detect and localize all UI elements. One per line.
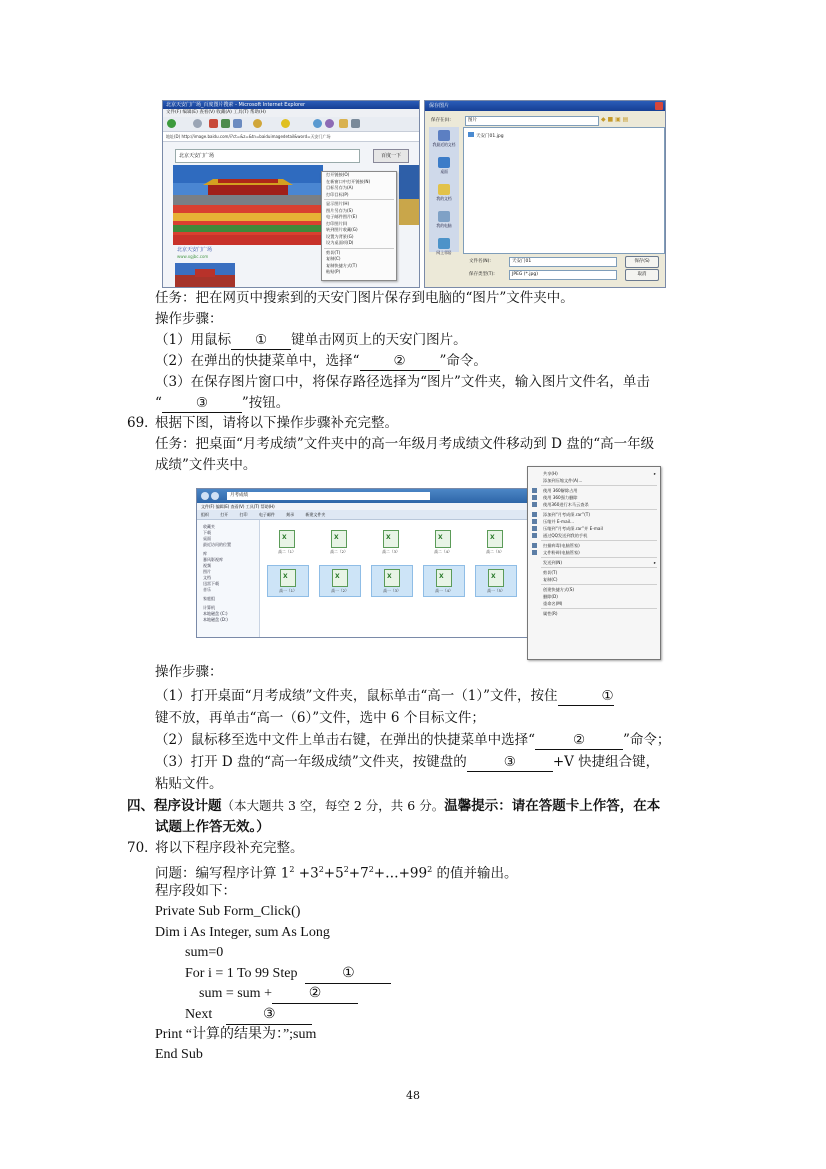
code-line-6: Next ③ [185,1006,312,1025]
explorer-path: 月考成绩 [227,492,430,500]
explorer-nav [197,520,260,637]
menu-separator [541,584,657,585]
place-desktop: 桌面 [429,157,459,181]
nav-item: 音乐 [203,587,211,592]
q69-intro: 根据下图，请将以下操作步骤补充完整。 [155,415,398,431]
file-item [423,527,463,557]
menu-separator [324,248,394,249]
browser-title: 北京天安门广场_百度图片搜索 - Microsoft Internet Explorer [163,101,419,109]
filetype-label: 保存类型(T): [469,272,495,277]
task68-task: 任务：把在网页中搜索到的天安门图片保存到电脑的“图片”文件夹中。 [155,290,574,306]
menu-item-icon [532,526,537,531]
context-menu-item [528,518,660,525]
menu-item-icon [532,543,537,548]
task68-step2: （2）在弹出的快捷菜单中，选择“ ② ”命令。 [155,353,487,369]
q69-step3-cont: 粘贴文件。 [155,776,223,792]
dialog-title-text: 保存图片 [429,103,450,109]
menu-item-label: 剪切(T) [543,570,558,575]
context-menu-item: 目标另存为(A) [326,185,354,190]
file-name: 高二（4） [434,549,452,554]
code-line-8: End Sub [155,1047,203,1062]
places-bar [429,127,459,255]
save-button: 保存(S) [625,256,659,268]
search-button: 百度一下 [373,149,409,163]
close-icon [655,102,663,110]
file-name: 高二（2） [330,549,348,554]
section4-title: 四、程序设计题（本大题共 3 空，每空 2 分，共 6 分。温馨提示：请在答题卡上作答，在本 [127,798,661,814]
menu-item-label: 文件粉碎(电脑管家) [543,550,580,555]
excel-file-icon [384,569,400,587]
context-menu-item: 转到图片收藏(G) [326,227,358,232]
explorer-toolbar: 组织 打开 打印 电子邮件 刻录 新建文件夹 [197,510,531,520]
menu-item-icon [532,495,537,500]
q70-intro: 将以下程序段补充完整。 [155,840,304,856]
task68-steps-label: 操作步骤： [155,311,223,327]
context-menu-item: 在新窗口中打开链接(N) [326,178,371,184]
search-input: 北京天安门广场 [175,149,360,163]
q70-problem: 问题：编写程序计算 $1^2$ $+3^2+5^2+7^2+\dots+99^2$ 的值并输出。 [155,865,518,882]
photo-caption: 北京天安门广场 [177,247,213,253]
excel-file-icon [279,530,295,548]
home-icon [233,119,242,128]
nav-item: 本地磁盘 (C:) [203,611,228,616]
nav-item: 下载 [203,530,211,535]
mail-icon [339,119,348,128]
explorer-titlebar [197,489,531,503]
context-menu-item: 复制(C) [326,256,341,261]
nav-item: 视频 [203,563,211,568]
back-icon [167,119,176,128]
menu-item-label: 共享(H) [543,471,558,476]
submenu-arrow-icon: ▸ [653,471,656,476]
answer-blank-2: ② [360,352,440,371]
menu-separator [324,199,394,200]
place-computer: 我的电脑 [429,211,459,235]
stop-icon [209,119,218,128]
context-menu-item: 粘贴(P) [326,269,341,274]
photo-caption-site: www.xgjbc.com [177,254,209,259]
filename-field: 天安门01 [509,257,617,267]
network-icon [438,238,450,249]
menu-item-label: 重命名(M) [543,601,563,606]
file-name: 高二（5） [486,549,504,554]
q69-task: 任务：把桌面“月考成绩”文件夹中的高一年级月考成绩文件移动到 D 盘的“高一年级 [155,436,655,452]
context-menu-item [528,542,660,549]
menu-item-label: 创建快捷方式(S) [543,587,575,592]
code-line-7: Print “计算的结果为：”;sum [155,1027,317,1042]
submenu-arrow-icon: ▸ [653,560,656,565]
nav-item: 桌面 [203,536,211,541]
context-menu-item [528,487,660,494]
task68-step3: （3）在保存图片窗口中，将保存路径选择为“图片”文件夹，输入图片文件名，单击 [155,374,650,390]
file-name: 高一（5） [487,588,505,593]
q69-number: 69． [127,415,158,431]
save-in-value: 图片 [468,118,477,123]
menu-item-label: 使用360进行木马云查杀 [543,502,589,507]
menu-separator [541,540,657,541]
explorer-menu: 文件(F) 编辑(E) 查看(V) 工具(T) 帮助(H) [197,503,531,510]
nav-item: 计算机 [203,605,215,610]
context-menu-item: 打印目标(P) [326,191,349,197]
excel-file-icon [435,530,451,548]
q69-step2: （2）鼠标移至选中文件上单击右键，在弹出的快捷菜单中选择“ ② ”命令； [155,732,671,748]
file-name: 高二（1） [278,549,296,554]
answer-blank-69-1: ① [558,687,614,706]
q69-steps-label: 操作步骤： [155,664,223,680]
cancel-button: 取消 [625,269,659,281]
image-file-icon [468,132,474,137]
context-menu-item [528,569,660,576]
explorer-context-menu [527,466,661,660]
context-menu-item [528,600,660,607]
answer-blank-70-1: ① [305,965,391,984]
context-menu-item: 图片另存为(S) [326,207,353,213]
nav-item: 家庭组 [203,596,215,601]
menu-item-label: 通过QQ发送到我的手机 [543,533,588,538]
menu-item-icon [532,550,537,555]
task68-step1: （1）用鼠标 ① 键单击网页上的天安门图片。 [155,332,467,348]
excel-file-icon [436,569,452,587]
nav-item: 暴风影视库 [203,557,223,562]
print-icon [351,119,360,128]
file-name: 高一（2） [331,588,349,593]
context-menu-item: 设置为背景(G) [326,233,354,239]
recent-docs-icon [438,130,450,141]
excel-file-icon [331,530,347,548]
excel-file-icon [488,569,504,587]
answer-blank-3: ③ [162,394,242,413]
context-menu-item [528,511,660,518]
context-menu-item: 电子邮件图片(E) [326,214,358,219]
file-name: 高一（1） [279,588,297,593]
context-menu-item: 复制快捷方式(T) [326,262,357,268]
menu-item-icon [532,502,537,507]
code-line-5: sum = sum + ② [199,985,358,1004]
menu-item-label: 添加到“月考成绩.rar”(T) [543,512,590,517]
task68-step3-cont: “ ③ ”按钮。 [155,395,290,411]
menu-item-label: 发送到(N) [543,560,562,565]
media-icon [313,119,322,128]
code-line-4: For i = 1 To 99 Step ① [185,965,391,984]
context-menu-item [528,532,660,539]
answer-blank-69-3: ③ [467,753,553,772]
nav-item: 文档 [203,575,211,580]
file-item [371,527,411,557]
q69-step1: （1）打开桌面“月考成绩”文件夹，鼠标单击“高一（1）”文件，按住 ① [155,688,614,704]
nav-item: 本地磁盘 (D:) [203,617,228,622]
q69-step1-cont: 键不放，再单击“高一（6）”文件，选中 6 个目标文件； [155,710,485,726]
menu-separator [541,567,657,568]
search-icon [253,119,262,128]
menu-item-label: 压缩到“月考成绩.rar”并 E-mail [543,526,603,531]
context-menu-item [528,610,660,617]
menu-item-label: 属性(R) [543,611,558,616]
menu-item-label: 添加到压缩文件(A)... [543,478,583,483]
save-in-combo [465,116,599,126]
context-menu-item [528,501,660,508]
code-line-2: Dim i As Integer, sum As Long [155,925,330,940]
file-item [423,565,465,597]
my-computer-icon [438,211,450,222]
place-recent: 我最近的文档 [429,130,459,154]
context-menu-item: 打开链接(O) [326,172,350,177]
browser-toolbar [163,117,419,132]
file-name: 高一（4） [435,588,453,593]
menu-item-label: 使用 360解除占用 [543,488,578,493]
tiananmen-photo [173,165,323,245]
file-list [463,127,665,254]
menu-item-label: 复制(C) [543,577,558,582]
favorites-icon [281,119,290,128]
save-in-label: 保存在(I): [431,118,451,123]
code-line-1: Private Sub Form_Click() [155,904,301,919]
q69-step3: （3）打开 D 盘的“高一年级成绩”文件夹，按键盘的 ③ +V 快捷组合键， [155,754,660,770]
excel-file-icon [383,530,399,548]
save-dialog-screenshot [424,100,666,288]
file-item [267,565,309,597]
file-item [475,527,515,557]
file-item [371,565,413,597]
page-number: 48 [406,1089,420,1102]
refresh-icon [221,119,230,128]
forward-arrow-icon [211,492,219,500]
place-documents: 我的文档 [429,184,459,208]
browser-context-menu [321,171,397,281]
context-menu-item [528,559,660,566]
context-menu-item [528,470,660,477]
nav-item: 图片 [203,569,211,574]
context-menu-item [528,593,660,600]
dialog-title [425,101,665,111]
browser-screenshot [162,100,420,288]
desktop-icon [438,157,450,168]
excel-file-icon [487,530,503,548]
context-menu-item: 剪切(T) [326,249,341,255]
toolbar-icons: ◆ ■ ▣ ▤ [601,116,629,123]
nav-item: 迅雷下载 [203,581,219,586]
answer-blank-69-2: ② [535,731,623,750]
filename-label: 文件名(N): [469,259,491,264]
menu-item-icon [532,519,537,524]
explorer-screenshot [196,488,532,638]
menu-item-label: 删除(D) [543,594,558,599]
context-menu-item [528,576,660,583]
file-item [267,527,307,557]
address-bar: 地址(D) http://image.baidu.com/i?ct=&z=&tn=baiduimagedetail&word=天安门广场 [163,132,419,142]
menu-item-label: 扫描病毒(电脑管家) [543,543,580,548]
context-menu-item [528,477,660,484]
filetype-combo: JPEG (*.jpg) [509,270,617,280]
q70-number: 70． [127,840,158,856]
menu-separator [541,485,657,486]
context-menu-item [528,586,660,593]
context-menu-item: 打印图片(I) [326,220,348,226]
menu-item-label: 使用 360强力删除 [543,495,578,500]
file-item [319,527,359,557]
browser-menu: 文件(F) 编辑(E) 查看(V) 收藏(A) 工具(T) 帮助(H) [163,109,419,117]
code-line-3: sum=0 [185,945,224,960]
file-item [319,565,361,597]
file-name: 高一（3） [383,588,401,593]
q70-code-label: 程序段如下： [155,883,236,899]
context-menu-item [528,494,660,501]
place-network: 网上邻居 [429,238,459,262]
menu-separator [541,608,657,609]
file-item [475,565,517,597]
nav-item: 库 [203,551,207,556]
side-photo [399,165,419,225]
file-name: 高二（3） [382,549,400,554]
history-icon [325,119,334,128]
q69-task-cont: 成绩”文件夹中。 [155,457,257,473]
answer-blank-70-2: ② [272,985,358,1004]
context-menu-item: 显示图片(H) [326,201,350,206]
nav-item: 收藏夹 [203,524,215,529]
menu-separator [541,557,657,558]
file-grid [263,523,529,635]
excel-file-icon [280,569,296,587]
menu-item-label: 压缩并 E-mail... [543,519,575,524]
context-menu-item [528,549,660,556]
menu-item-icon [532,533,537,538]
excel-file-icon [332,569,348,587]
nav-item: 最近访问的位置 [203,542,231,547]
menu-item-icon [532,512,537,517]
forward-icon [193,119,202,128]
menu-item-icon [532,488,537,493]
section4-title-cont: 试题上作答无效。） [155,819,270,835]
back-arrow-icon [201,492,209,500]
my-documents-icon [438,184,450,195]
menu-separator [541,509,657,510]
context-menu-item [528,525,660,532]
answer-blank-70-3: ③ [226,1006,312,1025]
file-item: 天安门01.jpg [468,132,504,139]
answer-blank-1: ① [231,331,291,350]
context-menu-item: 设为桌面项(D) [326,240,354,245]
thumbnail-photo [175,263,235,287]
